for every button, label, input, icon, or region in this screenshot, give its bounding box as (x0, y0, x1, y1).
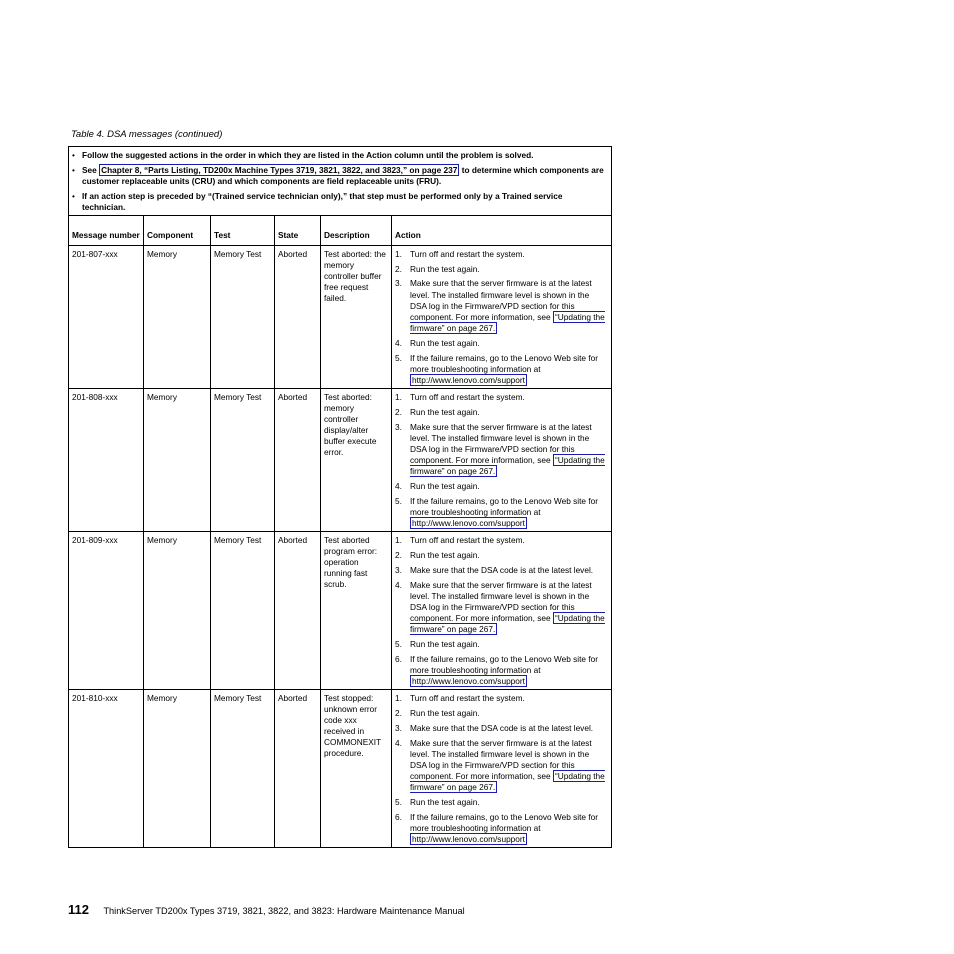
message-number-cell: 201-809-xxx (69, 532, 144, 690)
step-number: 2. (395, 708, 402, 719)
action-step (395, 654, 608, 688)
table-row (69, 389, 612, 532)
cross-reference-link[interactable]: http://www.lenovo.com/support (412, 375, 525, 386)
cross-reference-link[interactable]: “Updating the firmware” on page 267. (410, 613, 605, 635)
description-cell: Test aborted: the memory controller buffer free request failed. (321, 246, 392, 389)
text-run: Run the test again. (410, 406, 480, 417)
text-run: Run the test again. (410, 263, 480, 274)
text-run: Run the test again. (410, 639, 480, 650)
step-number: 2. (395, 406, 402, 417)
component-cell: Memory (144, 532, 211, 690)
action-step (395, 264, 608, 275)
state-cell: Aborted (275, 532, 321, 690)
action-steps (395, 392, 608, 529)
notes-row (69, 147, 612, 216)
cross-reference-link[interactable]: “Updating the firmware” on page 267. (410, 455, 605, 477)
action-step (395, 550, 608, 561)
notes-cell (69, 147, 612, 216)
text-run: Turn off and restart the system. (410, 535, 525, 546)
text-run: Make sure that the DSA code is at the latest level. (410, 722, 594, 733)
note-item (72, 191, 608, 213)
step-number: 5. (395, 352, 402, 363)
header-message-number: Message number (69, 216, 144, 246)
step-number: 4. (395, 579, 402, 590)
text-run: If the failure remains, go to the Lenovo Web site for more troubleshooting information at (410, 811, 599, 833)
action-steps (395, 693, 608, 845)
action-step (395, 353, 608, 387)
text-run: Turn off and restart the system. (410, 392, 525, 403)
dsa-messages-table (68, 146, 612, 848)
table-body (69, 246, 612, 848)
action-step (395, 496, 608, 530)
note-item (72, 165, 608, 187)
table-caption: Table 4. DSA messages (continued) (71, 129, 223, 140)
step-number: 5. (395, 639, 402, 650)
step-number: 3. (395, 421, 402, 432)
test-cell: Memory Test (211, 246, 275, 389)
text-run: Run the test again. (410, 797, 480, 808)
message-number-cell: 201-807-xxx (69, 246, 144, 389)
page-number: 112 (68, 902, 89, 917)
text-run: If the failure remains, go to the Lenovo Web site for more troubleshooting information at (410, 495, 599, 518)
state-cell: Aborted (275, 690, 321, 848)
action-cell (392, 389, 612, 532)
text-run: to determine which components are customer replaceable units (CRU) and which components are field replaceable units (FRU). (82, 165, 604, 186)
action-step (395, 812, 608, 846)
action-steps (395, 535, 608, 687)
action-cell (392, 690, 612, 848)
bullet-icon: • (72, 150, 75, 160)
text-run: Run the test again. (410, 481, 480, 492)
action-step (395, 797, 608, 808)
text-run: Run the test again. (410, 337, 480, 348)
text-run: Make sure that the DSA code is at the latest level. (410, 564, 594, 575)
text-run: If the failure remains, go to the Lenovo Web site for more troubleshooting information at (410, 653, 599, 675)
header-action: Action (392, 216, 612, 246)
action-step (395, 407, 608, 418)
description-cell: Test aborted program error: operation running fast scrub. (321, 532, 392, 690)
step-number: 3. (395, 564, 402, 575)
bullet-icon: • (72, 191, 75, 201)
text-run: Make sure that the server firmware is at the latest level. The installed firmware level is shown in the DSA log in the Firmware/VPD section for this component. For more information, see (410, 278, 592, 323)
action-step (395, 535, 608, 546)
action-cell (392, 532, 612, 690)
action-step (395, 723, 608, 734)
cross-reference-link[interactable]: “Updating the firmware” on page 267. (410, 771, 605, 793)
step-number: 2. (395, 263, 402, 274)
step-number: 4. (395, 481, 402, 492)
action-step (395, 708, 608, 719)
step-number: 3. (395, 722, 402, 733)
table-row (69, 532, 612, 690)
step-number: 1. (395, 249, 402, 259)
text-run: See (82, 165, 100, 175)
step-number: 2. (395, 550, 402, 561)
action-step (395, 278, 608, 334)
step-number: 1. (395, 693, 402, 704)
step-number: 5. (395, 797, 402, 808)
text-run: Make sure that the server firmware is at the latest level. The installed firmware level is shown in the DSA log in the Firmware/VPD section for this component. For more information, see (410, 579, 592, 624)
state-cell: Aborted (275, 389, 321, 532)
description-cell: Test aborted: memory controller display/alter buffer execute error. (321, 389, 392, 532)
table-row (69, 246, 612, 389)
action-steps (395, 249, 608, 386)
step-number: 1. (395, 535, 402, 546)
cross-reference-link[interactable]: http://www.lenovo.com/support (412, 676, 525, 687)
step-number: 6. (395, 811, 402, 822)
text-run: If an action step is preceded by “(Trained service technician only),” that step must be performed only by a Trained service technician. (82, 191, 563, 212)
cross-reference-link[interactable]: “Updating the firmware” on page 267. (410, 312, 605, 334)
step-number: 5. (395, 495, 402, 506)
text-run: Make sure that the server firmware is at the latest level. The installed firmware level is shown in the DSA log in the Firmware/VPD section for this component. For more information, see (410, 421, 592, 466)
text-run: Follow the suggested actions in the order in which they are listed in the Action column until the problem is solved. (82, 150, 534, 160)
step-number: 4. (395, 337, 402, 348)
test-cell: Memory Test (211, 389, 275, 532)
component-cell: Memory (144, 690, 211, 848)
notes-list (72, 150, 608, 213)
action-step (395, 693, 608, 704)
header-description: Description (321, 216, 392, 246)
bullet-icon: • (72, 165, 75, 175)
header-row (69, 216, 612, 246)
action-step (395, 580, 608, 636)
text-run: Run the test again. (410, 708, 480, 719)
action-step (395, 338, 608, 349)
test-cell: Memory Test (211, 532, 275, 690)
footer-title: ThinkServer TD200x Types 3719, 3821, 3822, and 3823: Hardware Maintenance Manual (103, 906, 465, 916)
text-run: Turn off and restart the system. (410, 249, 525, 259)
text-run: Turn off and restart the system. (410, 693, 525, 704)
action-step (395, 639, 608, 650)
state-cell: Aborted (275, 246, 321, 389)
action-step (395, 422, 608, 478)
action-step (395, 481, 608, 492)
step-number: 4. (395, 737, 402, 748)
text-run: If the failure remains, go to the Lenovo Web site for more troubleshooting information at (410, 352, 599, 374)
page-footer (68, 901, 465, 919)
table-row (69, 690, 612, 848)
cross-reference-link[interactable]: http://www.lenovo.com/support (412, 834, 525, 845)
text-run: Make sure that the server firmware is at the latest level. The installed firmware level is shown in the DSA log in the Firmware/VPD section for this component. For more information, see (410, 737, 592, 782)
action-step (395, 392, 608, 403)
action-cell (392, 246, 612, 389)
message-number-cell: 201-810-xxx (69, 690, 144, 848)
action-step (395, 565, 608, 576)
step-number: 6. (395, 653, 402, 664)
step-number: 3. (395, 278, 402, 289)
action-step (395, 249, 608, 260)
step-number: 1. (395, 392, 402, 403)
action-step (395, 738, 608, 794)
cross-reference-link[interactable]: Chapter 8, “Parts Listing, TD200x Machine Types 3719, 3821, 3822, and 3823,” on page 237 (101, 165, 458, 175)
header-test: Test (211, 216, 275, 246)
description-cell: Test stopped: unknown error code xxx received in COMMONEXIT procedure. (321, 690, 392, 848)
header-component: Component (144, 216, 211, 246)
header-state: State (275, 216, 321, 246)
note-item (72, 150, 608, 161)
message-number-cell: 201-808-xxx (69, 389, 144, 532)
component-cell: Memory (144, 246, 211, 389)
test-cell: Memory Test (211, 690, 275, 848)
component-cell: Memory (144, 389, 211, 532)
text-run: Run the test again. (410, 550, 480, 561)
cross-reference-link[interactable]: http://www.lenovo.com/support (412, 518, 525, 529)
